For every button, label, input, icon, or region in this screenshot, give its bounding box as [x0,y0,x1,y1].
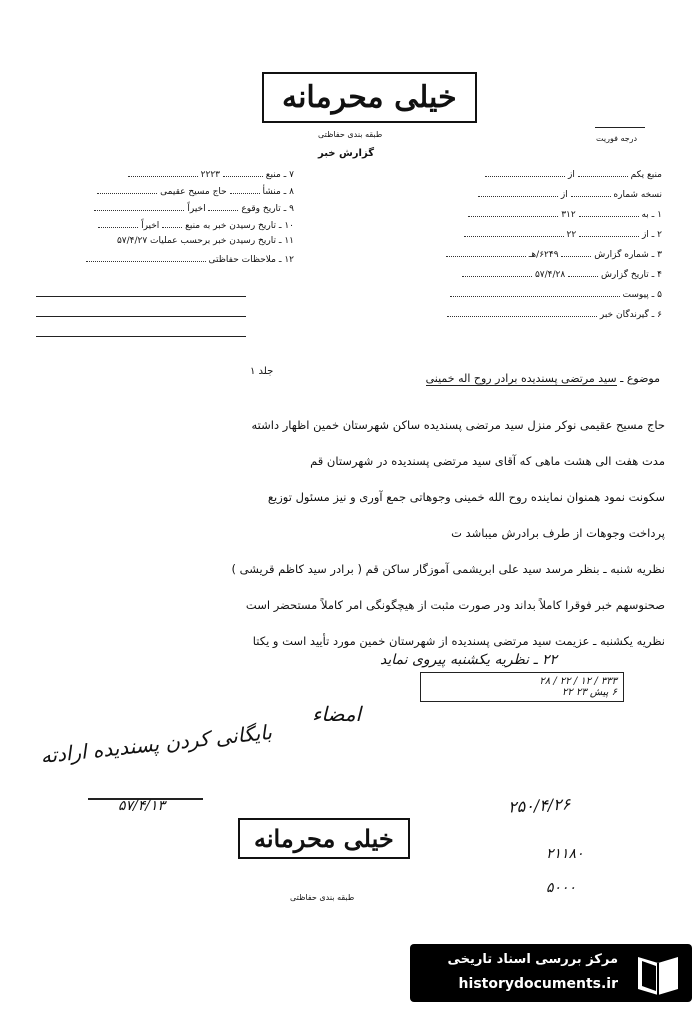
field-row [400,188,662,208]
field-dots [223,168,263,177]
watermark-url: historydocuments.ir [458,976,618,992]
field-label: ۷ ـ منبع [265,170,294,180]
field-value: اخیراً [187,204,206,214]
field-dots [447,308,597,317]
field-dots [94,202,184,211]
field-label: ۸ ـ منشأ [262,187,294,197]
right-fields [400,168,662,328]
field-dots [162,219,182,228]
field-value: ۲۲ [566,230,577,240]
report-body [100,418,665,670]
margin-note: بایگانی کردن پسندیده ارادته [39,719,273,769]
priority-label: درجه فوریت [596,134,638,143]
field-label: ۱ ـ به [641,210,662,220]
subject-text: سید مرتضی پسندیده برادر روح اله خمینی [425,372,617,385]
field-dots [97,185,157,194]
stamp-line: ۶ پیش ۲۳ ۲۲ [562,687,617,698]
field-row [400,248,662,268]
report-title: گزارش خبر [318,148,375,159]
field-row [400,268,662,288]
signature: امضاء [312,702,362,726]
field-label: ۹ ـ تاریخ وقوع [241,204,294,214]
field-dots [230,185,260,194]
divider [595,127,645,128]
book-logo-icon [632,949,684,997]
field-row [34,253,294,270]
body-line: صحنوسهم خبر فوقرا کاملاً بداند ودر صورت مثبت از هیچگونگی امر کاملاً مستحضر است [245,598,665,612]
field-row [400,168,662,188]
classification-stamp-top [262,72,477,123]
field-label: ۶ ـ گیرندگان خبر [599,310,662,320]
field-value: ۶۲۴۹/هـ [528,250,559,260]
field-label: ۲ ـ از [641,230,662,240]
body-line: نظریه یکشنبه ـ عزیمت سید مرتضی پسندیده از شهرستان خمین مورد تأیید است و یکتا [252,634,665,648]
field-value: اخیراً [141,221,160,231]
subject-label: موضوع [626,372,660,385]
body-line: مدت هفت الی هشت ماهی که آقای سید مرتضی پسندیده در شهرستان قم [310,454,665,468]
handwritten-number: ۲۵۰/۴/۲۶ [507,794,571,817]
field-value: ۵۷/۴/۲۸ [534,270,566,280]
field-dots [468,208,558,217]
field-row [400,288,662,308]
field-label: ۵ ـ پیوست [622,290,662,300]
divider [36,336,246,337]
field-label: نسخه شماره [613,190,662,200]
field-row [34,219,294,236]
field-label: ۳ ـ شماره گزارش [594,250,662,260]
classification-text: خیلی محرمانه [282,80,457,115]
handwritten-note: ۲۲ ـ نظریه یکشنبه پیروی نماید [380,652,558,668]
field-row [400,228,662,248]
divider [36,296,246,297]
field-label: منبع یکم [630,170,662,180]
left-fields [34,168,294,270]
field-dots [450,288,620,297]
field-dots [208,202,238,211]
field-label: ۱۱ ـ تاریخ رسیدن خبر برحسب عملیات [150,236,294,246]
body-line: پرداخت وجوهات از طرف برادرش میباشد ت [451,526,665,540]
subject-side-note: جلد ۱ [250,366,274,377]
divider [36,316,246,317]
field-value: حاج مسیح عقیمی [160,187,227,197]
field-dots [462,268,532,277]
field-row [400,208,662,228]
watermark-title: مرکز بررسی اسناد تاریخی [447,952,618,967]
field-row [34,185,294,202]
field-value: ۲۲۲۳ [200,170,220,180]
field-row [34,202,294,219]
field-dots [578,168,628,177]
field-label: ۴ ـ تاریخ گزارش [600,270,662,280]
field-value: از [568,170,575,180]
watermark-badge [410,944,692,1002]
field-row [34,168,294,185]
field-dots [464,228,564,237]
field-dots [579,208,639,217]
field-value: ۵۷/۴/۲۷ [116,236,148,246]
stamp-line: ۳۳۳ / ۱۲ / ۲۲ / ۲۸ [539,676,617,687]
field-label: ۱۰ ـ تاریخ رسیدن خبر به منبع [185,221,294,231]
subject-line: موضوع ـ سید مرتضی پسندیده برادر روح اله خمینی [425,372,660,385]
field-dots [561,248,591,257]
margin-date: ۵۷/۴/۱۳ [118,798,166,814]
field-dots [485,168,565,177]
field-value: ۳۱۲ [561,210,576,220]
field-dots [86,253,206,262]
classification-stamp-bottom [238,818,410,859]
classification-subtitle: طبقه بندی حفاظتی [290,893,355,902]
handwritten-number: ۲۱۱۸۰ [546,846,584,862]
classification-text: خیلی محرمانه [254,824,394,853]
field-dots [579,228,639,237]
field-dots [571,188,611,197]
body-line: حاج مسیح عقیمی نوکر منزل سید مرتضی پسندیده ساکن شهرستان خمین اظهار داشته [251,418,665,432]
body-line: سکونت نمود همنوان نماینده روح الله خمینی وجوهاتی جمع آوری و نیز مسئول توزیع [267,490,665,504]
handwritten-number: ۵۰۰۰ [546,880,577,896]
field-dots [128,168,198,177]
field-dots [98,219,138,228]
field-row [34,236,294,253]
field-dots [568,268,598,277]
field-dots [446,248,526,257]
field-row [400,308,662,328]
field-dots [478,188,558,197]
body-line: نظریه شنبه ـ بنظر مرسد سید علی ابریشمی آموزگار ساکن قم ( برادر سید کاظم قریشی ) [231,562,665,576]
registry-stamp [420,672,624,702]
field-value: از [560,190,568,200]
field-label: ۱۲ ـ ملاحظات حفاظتی [208,255,294,265]
classification-subtitle: طبقه بندی حفاظتی [318,130,383,139]
